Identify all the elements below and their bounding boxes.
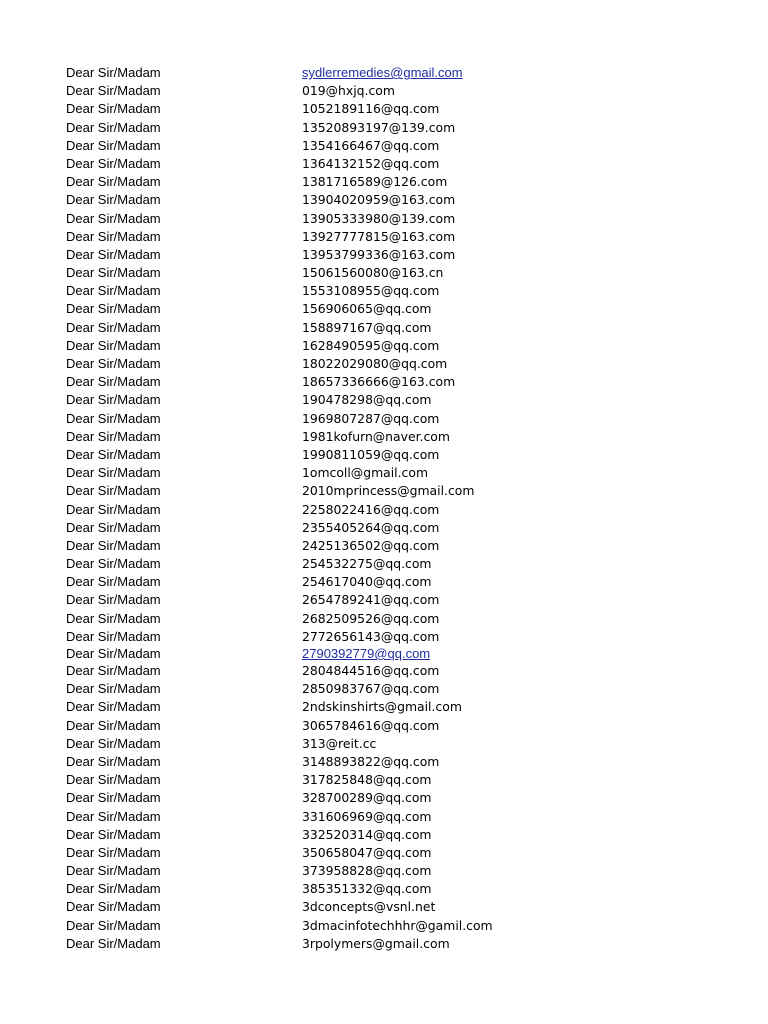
salutation-text: Dear Sir/Madam — [66, 735, 161, 751]
salutation-text: Dear Sir/Madam — [66, 119, 161, 135]
email-text: 3065784616@qq.com — [302, 717, 440, 733]
email-text: 2850983767@qq.com — [302, 681, 440, 697]
list-item — [66, 753, 706, 771]
email-text: 1969807287@qq.com — [302, 410, 440, 426]
salutation-text: Dear Sir/Madam — [66, 681, 161, 697]
salutation-text: Dear Sir/Madam — [66, 537, 161, 553]
salutation-text: Dear Sir/Madam — [66, 337, 161, 353]
email-text: 2772656143@qq.com — [302, 628, 440, 644]
salutation-text: Dear Sir/Madam — [66, 628, 161, 644]
salutation-text: Dear Sir/Madam — [66, 174, 161, 190]
list-item — [66, 735, 706, 753]
salutation-text: Dear Sir/Madam — [66, 483, 161, 499]
email-list — [66, 64, 706, 953]
list-item — [66, 446, 706, 464]
list-item — [66, 573, 706, 591]
list-item — [66, 337, 706, 355]
email-text: 2ndskinshirts@gmail.com — [302, 699, 462, 715]
salutation-text: Dear Sir/Madam — [66, 699, 161, 715]
list-item — [66, 410, 706, 428]
email-text: 019@hxjq.com — [302, 83, 395, 99]
salutation-text: Dear Sir/Madam — [66, 556, 161, 572]
email-text: 13520893197@139.com — [302, 119, 456, 135]
salutation-text: Dear Sir/Madam — [66, 83, 161, 99]
list-item — [66, 155, 706, 173]
list-item — [66, 300, 706, 318]
list-item — [66, 210, 706, 228]
email-text: 350658047@qq.com — [302, 844, 432, 860]
list-item — [66, 191, 706, 209]
salutation-text: Dear Sir/Madam — [66, 753, 161, 769]
salutation-text: Dear Sir/Madam — [66, 228, 161, 244]
salutation-text: Dear Sir/Madam — [66, 501, 161, 517]
list-item — [66, 680, 706, 698]
email-text: 2425136502@qq.com — [302, 537, 440, 553]
list-item — [66, 355, 706, 373]
salutation-text: Dear Sir/Madam — [66, 917, 161, 933]
salutation-text: Dear Sir/Madam — [66, 717, 161, 733]
list-item — [66, 264, 706, 282]
email-text: 2258022416@qq.com — [302, 501, 440, 517]
email-text: 13905333980@139.com — [302, 210, 456, 226]
salutation-text: Dear Sir/Madam — [66, 772, 161, 788]
salutation-text: Dear Sir/Madam — [66, 374, 161, 390]
list-item — [66, 662, 706, 680]
salutation-text: Dear Sir/Madam — [66, 319, 161, 335]
salutation-text: Dear Sir/Madam — [66, 155, 161, 171]
email-text: 3dconcepts@vsnl.net — [302, 899, 436, 915]
email-text: 13904020959@163.com — [302, 192, 456, 208]
salutation-text: Dear Sir/Madam — [66, 101, 161, 117]
list-item — [66, 826, 706, 844]
list-item — [66, 898, 706, 916]
salutation-text: Dear Sir/Madam — [66, 826, 161, 842]
email-text: 317825848@qq.com — [302, 772, 432, 788]
list-item — [66, 82, 706, 100]
salutation-text: Dear Sir/Madam — [66, 899, 161, 915]
salutation-text: Dear Sir/Madam — [66, 465, 161, 481]
list-item — [66, 808, 706, 826]
salutation-text: Dear Sir/Madam — [66, 574, 161, 590]
salutation-text: Dear Sir/Madam — [66, 392, 161, 408]
salutation-text: Dear Sir/Madam — [66, 646, 161, 661]
salutation-text: Dear Sir/Madam — [66, 137, 161, 153]
email-link[interactable]: 2790392779@qq.com — [302, 646, 431, 661]
list-item — [66, 717, 706, 735]
email-text: 385351332@qq.com — [302, 881, 432, 897]
list-item — [66, 373, 706, 391]
salutation-text: Dear Sir/Madam — [66, 519, 161, 535]
email-text: 190478298@qq.com — [302, 392, 432, 408]
email-text: 328700289@qq.com — [302, 790, 432, 806]
email-text: 1364132152@qq.com — [302, 155, 440, 171]
list-item — [66, 789, 706, 807]
list-item — [66, 628, 706, 646]
list-item — [66, 119, 706, 137]
email-text: 1990811059@qq.com — [302, 446, 440, 462]
email-text: 1553108955@qq.com — [302, 283, 440, 299]
list-item — [66, 880, 706, 898]
salutation-text: Dear Sir/Madam — [66, 663, 161, 678]
email-text: 2654789241@qq.com — [302, 592, 440, 608]
list-item — [66, 100, 706, 118]
email-text: 1381716589@126.com — [302, 174, 448, 190]
salutation-text: Dear Sir/Madam — [66, 863, 161, 879]
list-item — [66, 246, 706, 264]
email-text: 1052189116@qq.com — [302, 101, 440, 117]
email-text: 331606969@qq.com — [302, 808, 432, 824]
email-text: 254532275@qq.com — [302, 556, 432, 572]
salutation-text: Dear Sir/Madam — [66, 610, 161, 626]
email-text: 1628490595@qq.com — [302, 337, 440, 353]
salutation-text: Dear Sir/Madam — [66, 246, 161, 262]
salutation-text: Dear Sir/Madam — [66, 592, 161, 608]
email-text: 1354166467@qq.com — [302, 137, 440, 153]
email-text: 2355405264@qq.com — [302, 519, 440, 535]
email-text: 13953799336@163.com — [302, 246, 456, 262]
salutation-text: Dear Sir/Madam — [66, 410, 161, 426]
email-text: 1omcoll@gmail.com — [302, 465, 429, 481]
list-item — [66, 771, 706, 789]
email-text: 18657336666@163.com — [302, 374, 456, 390]
email-text: 373958828@qq.com — [302, 863, 432, 879]
list-item — [66, 844, 706, 862]
list-item — [66, 591, 706, 609]
salutation-text: Dear Sir/Madam — [66, 808, 161, 824]
salutation-text: Dear Sir/Madam — [66, 446, 161, 462]
email-text: 13927777815@163.com — [302, 228, 456, 244]
list-item — [66, 173, 706, 191]
salutation-text: Dear Sir/Madam — [66, 935, 161, 951]
salutation-text: Dear Sir/Madam — [66, 265, 161, 281]
email-text: 254617040@qq.com — [302, 574, 432, 590]
email-text: 156906065@qq.com — [302, 301, 432, 317]
salutation-text: Dear Sir/Madam — [66, 301, 161, 317]
email-text: 2010mprincess@gmail.com — [302, 483, 475, 499]
email-text: 2682509526@qq.com — [302, 610, 440, 626]
email-text: 15061560080@163.cn — [302, 265, 444, 281]
email-text: 2804844516@qq.com — [302, 663, 440, 678]
salutation-text: Dear Sir/Madam — [66, 790, 161, 806]
list-item — [66, 137, 706, 155]
list-item — [66, 391, 706, 409]
list-item — [66, 228, 706, 246]
email-text: 3148893822@qq.com — [302, 753, 440, 769]
list-item — [66, 282, 706, 300]
list-item — [66, 64, 706, 82]
salutation-text: Dear Sir/Madam — [66, 210, 161, 226]
salutation-text: Dear Sir/Madam — [66, 428, 161, 444]
list-item — [66, 646, 706, 662]
email-text: 332520314@qq.com — [302, 826, 432, 842]
list-item — [66, 537, 706, 555]
list-item — [66, 935, 706, 953]
email-text: 313@reit.cc — [302, 735, 377, 751]
list-item — [66, 555, 706, 573]
salutation-text: Dear Sir/Madam — [66, 844, 161, 860]
salutation-text: Dear Sir/Madam — [66, 881, 161, 897]
salutation-text: Dear Sir/Madam — [66, 192, 161, 208]
list-item — [66, 319, 706, 337]
email-text: 158897167@qq.com — [302, 319, 432, 335]
email-text: 18022029080@qq.com — [302, 356, 448, 371]
list-item — [66, 610, 706, 628]
list-item — [66, 519, 706, 537]
salutation-text: Dear Sir/Madam — [66, 356, 161, 371]
list-item — [66, 501, 706, 519]
list-item — [66, 917, 706, 935]
list-item — [66, 482, 706, 500]
list-item — [66, 428, 706, 446]
salutation-text: Dear Sir/Madam — [66, 65, 161, 80]
email-link[interactable]: sydlerremedies@gmail.com — [302, 65, 463, 80]
list-item — [66, 862, 706, 880]
email-text: 3rpolymers@gmail.com — [302, 935, 450, 951]
salutation-text: Dear Sir/Madam — [66, 283, 161, 299]
email-text: 1981kofurn@naver.com — [302, 428, 450, 444]
list-item — [66, 698, 706, 716]
email-text: 3dmacinfotechhhr@gamil.com — [302, 917, 493, 933]
list-item — [66, 464, 706, 482]
